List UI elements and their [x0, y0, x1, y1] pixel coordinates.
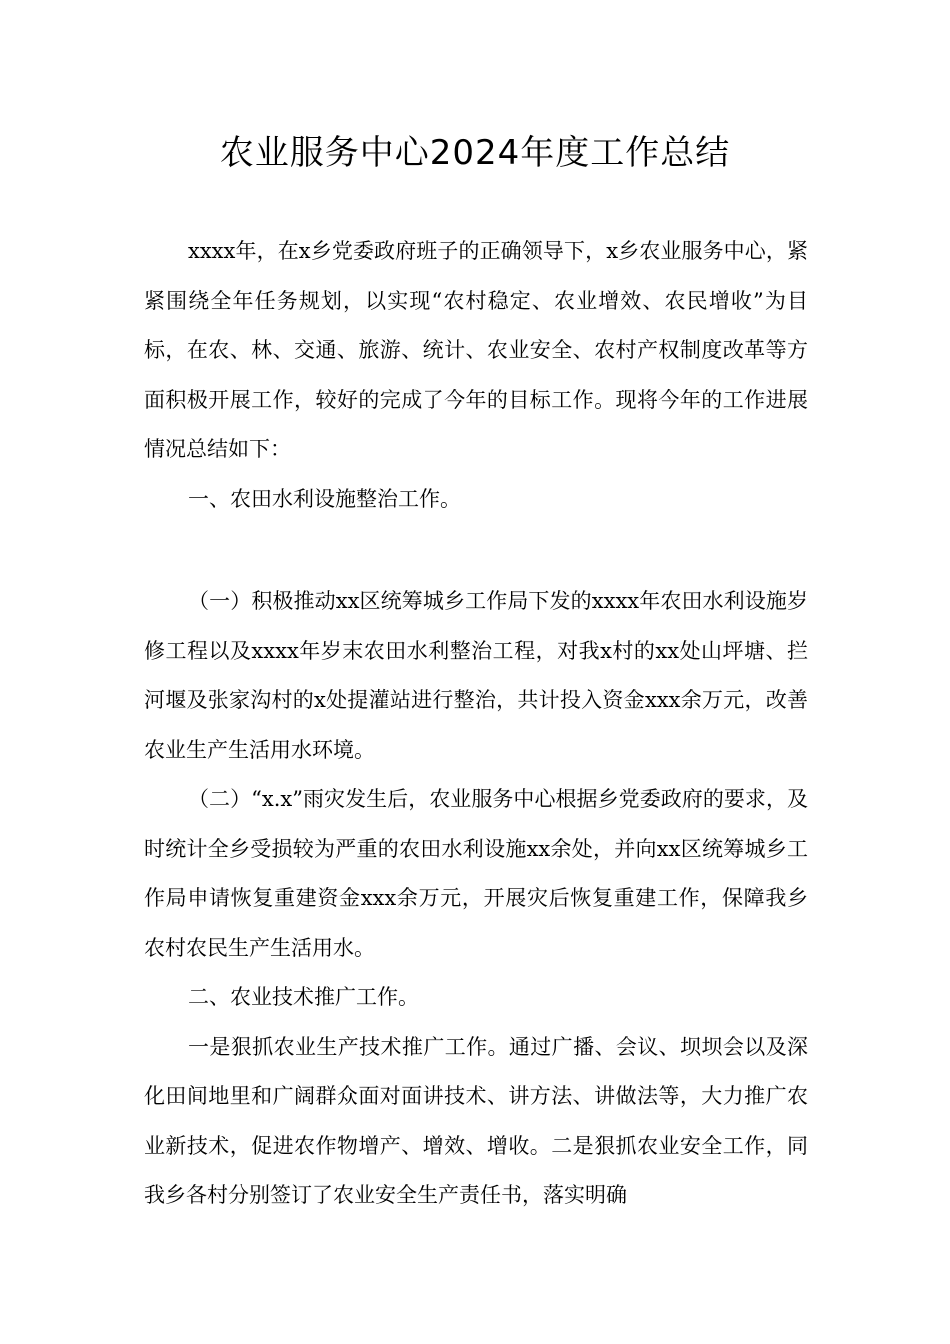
- subsection-paragraph-1: （一）积极推动xx区统筹城乡工作局下发的xxxx年农田水利设施岁修工程以及xxxx年岁末农田水利整治工程，对我x村的xx处山坪塘、拦河堰及张家沟村的x处提灌站进行整治，共计投入资金xxx余万元，改善农业生产生活用水环境。: [144, 589, 808, 762]
- intro-block: [144, 227, 808, 524]
- section-heading-1: 一、农田水利设施整治工作。: [188, 486, 461, 511]
- main-block: [144, 577, 808, 1221]
- intro-paragraph: xxxx年，在x乡党委政府班子的正确领导下，x乡农业服务中心，紧紧围绕全年任务规划，以实现“农村稳定、农业增效、农民增收”为目标，在农、林、交通、旅游、统计、农业安全、农村产权制度改革等方面积极开展工作，较好的完成了今年的目标工作。现将今年的工作进展情况总结如下：: [144, 239, 808, 461]
- tech-paragraph: 一是狠抓农业生产技术推广工作。通过广播、会议、坝坝会以及深化田间地里和广阔群众面对面讲技术、讲方法、讲做法等，大力推广农业新技术，促进农作物增产、增效、增收。二是狠抓农业安全工作，同我乡各村分别签订了农业安全生产责任书，落实明确: [144, 1034, 808, 1207]
- subsection-paragraph-2: （二）“x.x”雨灾发生后，农业服务中心根据乡党委政府的要求，及时统计全乡受损较为严重的农田水利设施xx余处，并向xx区统筹城乡工作局申请恢复重建资金xxx余万元，开展灾后恢复重建工作，保障我乡农村农民生产生活用水。: [144, 787, 808, 960]
- document-title: 农业服务中心2024年度工作总结: [219, 133, 731, 173]
- section-heading-2: 二、农业技术推广工作。: [188, 985, 419, 1009]
